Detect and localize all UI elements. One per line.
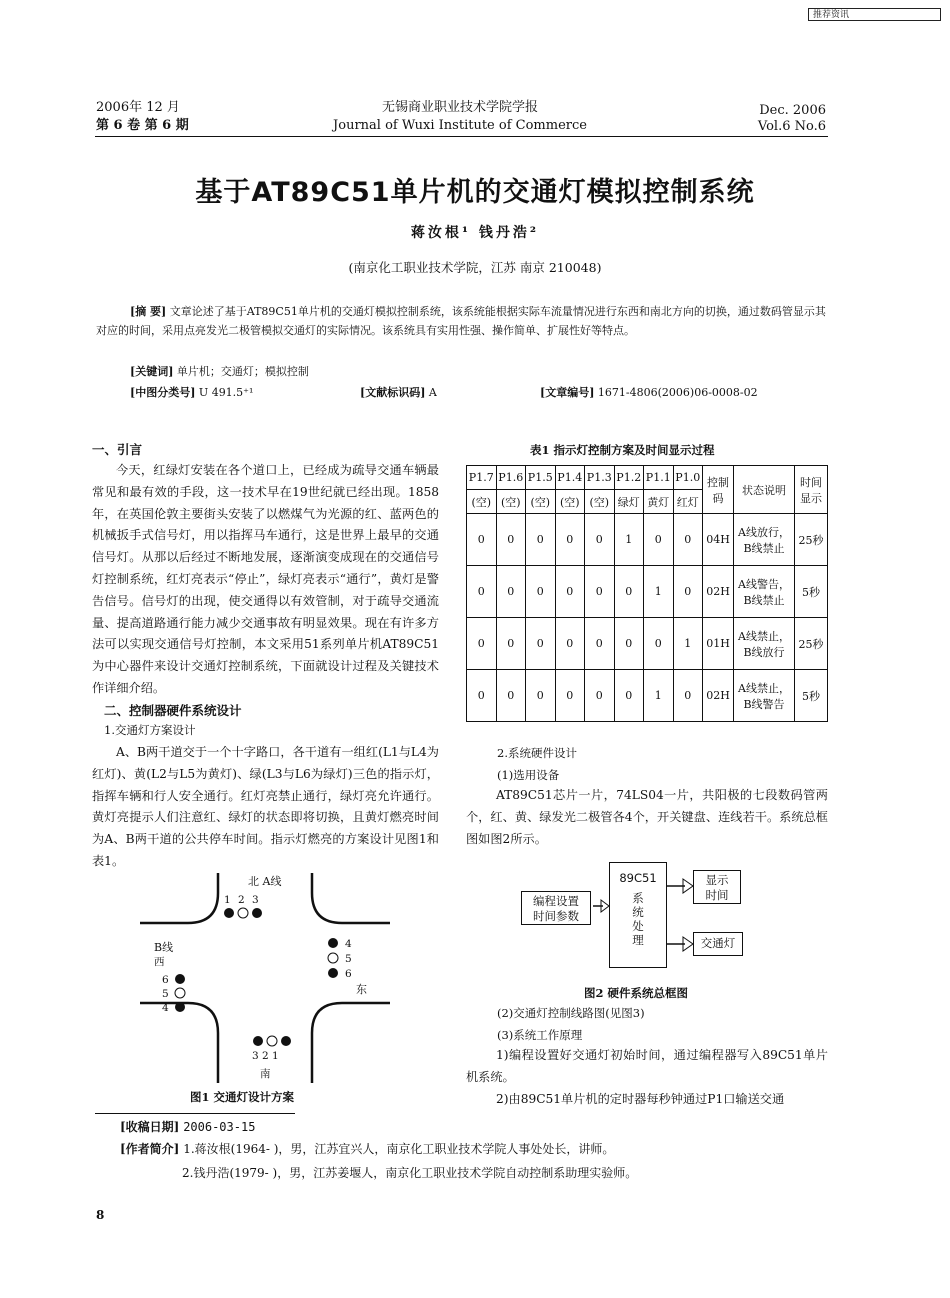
col-time: 时间显示 [795,466,828,514]
abstract-label: [摘 要] [130,305,167,318]
table-row [467,670,828,722]
article-value: 1671-4806(2006)06-0008-02 [597,386,758,399]
fig1-east-label: 东 [356,983,367,996]
sub-p11: 黄灯 [644,490,674,514]
fig1-east-num-4: 4 [345,938,352,950]
cell: 0 [526,514,556,566]
corner-label: 推荐资讯 [808,8,941,21]
fig2-display-box: 显示 时间 [693,870,741,904]
cell: 0 [467,514,497,566]
col-p10: P1.0 [673,466,703,490]
light-n-2 [238,908,248,918]
cell: 02H [703,670,734,722]
cell: 0 [496,514,526,566]
circuit-heading: (2)交通灯控制线路图(见图3) [497,1006,645,1020]
sub-p13: (空) [585,490,615,514]
cell: 1 [673,618,703,670]
sub-p12: 绿灯 [614,490,644,514]
fig1-east-num-5: 5 [345,953,352,965]
cell: 0 [585,670,615,722]
author-info-2: 2.钱丹浩(1979- )，男，江苏姜堰人，南京化工职业技术学院自动控制系助理实验师。 [182,1166,638,1180]
road-corner-ne [312,873,390,923]
fig1-east-numbers [345,937,352,982]
page-number: 8 [96,1208,105,1222]
header-rule [95,136,828,137]
clc-value: U 491.5⁺¹ [198,386,254,399]
journal-name-en: Journal of Wuxi Institute of Commerce [333,118,587,133]
figure-2-caption: 图2 硬件系统总框图 [584,986,689,1000]
fig1-south-numbers: 3 2 1 [252,1050,279,1062]
fig1-west-char: 西 [154,956,165,968]
col-p17: P1.7 [467,466,497,490]
fig1-east-num-6: 6 [345,968,352,980]
header-volume-cn: 第 6 卷 第 6 期 [96,118,189,133]
doc-label: [文献标识码] [360,386,426,399]
col-p13: P1.3 [585,466,615,490]
abstract-text: 文章论述了基于AT89C51单片机的交通灯模拟控制系统，该系统能根据实际车流量情况进行东西和南北方向的切换，通过数码管显示其对应的时间，采用点亮发光二极管模拟交通灯的实际情况。该系统具有实用性强、操作简单、扩展性好等特点。 [96,305,826,337]
fig2-mcu-title: 89C51 [619,871,657,885]
scheme-paragraph: A、B两干道交于一个十字路口，各干道有一组红(L1与L4为红灯)、黄(L2与L5为黄灯)、绿(L3与L6为绿灯)三色的指示灯，指挥车辆和行人安全通行。红灯亮禁止通行，绿灯亮允许通行。黄灯亮提示人们注意红、绿灯的状态即将切换，且黄灯燃亮时间为A、B两干道的公共停车时间。指示灯燃亮的方案设计见图1和表1。 [92,745,439,868]
col-p14: P1.4 [555,466,585,490]
journal-name-cn: 无锡商业职业技术学院学报 [381,100,538,115]
light-w-5 [175,988,185,998]
footnote-rule [95,1113,295,1114]
cell: 0 [555,566,585,618]
cell: 0 [585,566,615,618]
cell: 5秒 [795,670,828,722]
cell: 0 [673,670,703,722]
cell: 5秒 [795,566,828,618]
road-corner-sw [140,1003,218,1083]
light-s-2 [267,1036,277,1046]
cell: 0 [467,618,497,670]
cell: 1 [614,514,644,566]
cell: 0 [496,566,526,618]
fig2-lights-box: 交通灯 [693,932,743,956]
cell: 25秒 [795,618,828,670]
header-date-cn: 2006年 12 月 [96,100,180,115]
equipment-heading: (1)选用设备 [497,768,560,782]
keywords [130,362,309,381]
cell: 0 [585,618,615,670]
sub-p10: 红灯 [673,490,703,514]
cell: 0 [673,514,703,566]
doc-value: A [428,386,437,399]
cell: 0 [614,618,644,670]
cell: 0 [614,670,644,722]
cell: 0 [496,618,526,670]
cell: 0 [585,514,615,566]
paper-title: 基于AT89C51单片机的交通灯模拟控制系统 [195,177,755,208]
cell: 0 [644,514,674,566]
received-value: 2006-03-15 [183,1120,256,1134]
section-hardware-heading: 二、控制器硬件系统设计 [104,703,242,718]
article-number [540,383,758,402]
intro-paragraph: 今天，红绿灯安装在各个道口上，已经成为疏导交通车辆最常见和最有效的手段，这一技术早在19世纪就已经出现。1858年，在英国伦敦主要街头安装了以燃煤气为光源的红、蓝两色的机械扳手式信号灯，用以指挥马车通行，这是世界上最早的交通信号灯。从那以后经过不断地发展，逐渐演变成现在的交通信号灯控制系统，红灯亮表示“停止”，绿灯亮表示“通行”，黄灯是警告信号。信号灯的出现，使交通得以有效管制，对于疏导交通流量、提高道路通行能力减少交通事故有明显效果。现在有许多方法可以实现交通信号灯控制，本文采用51系列单片机AT89C51为中心器件来设计交通灯控制系统，下面就设计过程及关键技术作详细介绍。 [92,463,439,695]
light-n-1 [224,908,234,918]
table-row [467,514,828,566]
cell: A线禁止，B线警告 [734,670,795,722]
table-row [467,566,828,618]
table-header-row [467,466,828,490]
cell: 0 [673,566,703,618]
light-e-4 [328,938,338,948]
cell: 0 [644,618,674,670]
table-1-caption: 表1 指示灯控制方案及时间显示过程 [530,443,715,457]
col-p12: P1.2 [614,466,644,490]
subsection-scheme-heading: 1.交通灯方案设计 [104,723,196,737]
cell: 0 [555,670,585,722]
cell: 25秒 [795,514,828,566]
light-w-6 [175,974,185,984]
principle-heading: (3)系统工作原理 [497,1028,583,1042]
cell: A线放行，B线禁止 [734,514,795,566]
sub-p16: (空) [496,490,526,514]
doc-code [360,383,437,402]
header-volume-en: Vol.6 No.6 [757,119,826,134]
clc-number [130,383,253,402]
cell: A线禁止，B线放行 [734,618,795,670]
cell: 01H [703,618,734,670]
sub-p15: (空) [526,490,556,514]
section-intro-heading: 一、引言 [92,442,143,457]
author-info-1 [120,1140,614,1157]
col-p11: P1.1 [644,466,674,490]
cell: 0 [526,670,556,722]
road-corner-se [312,1003,390,1083]
fig1-west-label: B线 [154,941,174,954]
road-corner-nw [140,873,218,923]
light-e-6 [328,968,338,978]
cell: 1 [644,566,674,618]
subsection-hardware-heading: 2.系统硬件设计 [497,746,577,760]
fig1-south-label: 南 [260,1068,271,1080]
fig2-input-box: 编程设置 时间参数 [521,891,591,925]
table-row [467,618,828,670]
article-label: [文章编号] [540,386,595,399]
cell: 04H [703,514,734,566]
cell: 0 [496,670,526,722]
sub-p17: (空) [467,490,497,514]
light-s-3 [253,1036,263,1046]
light-s-1 [281,1036,291,1046]
author-info-1-text: 1.蒋汝根(1964- )，男，江苏宜兴人，南京化工职业技术学院人事处处长，讲师。 [183,1142,615,1156]
col-status: 状态说明 [734,466,795,514]
fig1-north-numbers: 1 2 3 [224,894,261,906]
light-n-3 [252,908,262,918]
fig1-west-numbers [162,973,169,1015]
principle-step-2: 2)由89C51单片机的定时器每秒钟通过P1口输送交通 [496,1092,785,1106]
author-info-label: [作者简介] [120,1142,180,1156]
keywords-label: [关键词] [130,365,174,378]
cell: 0 [555,514,585,566]
clc-label: [中图分类号] [130,386,196,399]
cell: 0 [467,566,497,618]
authors: 蒋汝根¹ 钱丹浩² [410,225,540,241]
cell: 0 [526,618,556,670]
col-p16: P1.6 [496,466,526,490]
col-control-code: 控制码 [703,466,734,514]
received-date [120,1118,255,1135]
cell: 0 [555,618,585,670]
fig1-west-num-4: 4 [162,1002,169,1014]
col-p15: P1.5 [526,466,556,490]
header-date-en: Dec. 2006 [759,103,826,118]
affiliation: (南京化工职业技术学院，江苏 南京 210048) [348,260,602,275]
principle-step-1: 1)编程设置好交通灯初始时间，通过编程器写入89C51单片机系统。 [466,1048,828,1084]
fig1-west-num-6: 6 [162,974,169,986]
received-label: [收稿日期] [120,1120,180,1134]
cell: 1 [644,670,674,722]
sub-p14: (空) [555,490,585,514]
light-w-4 [175,1002,185,1012]
figure-1-caption: 图1 交通灯设计方案 [190,1090,295,1104]
table-1 [466,465,828,722]
cell: 0 [526,566,556,618]
cell: 0 [467,670,497,722]
cell: A线警告，B线禁止 [734,566,795,618]
fig1-west-num-5: 5 [162,988,169,1000]
fig1-north-label: 北 A线 [248,875,282,888]
light-e-5 [328,953,338,963]
cell: 0 [614,566,644,618]
keywords-text: 单片机；交通灯；模拟控制 [176,365,309,378]
abstract [96,302,826,340]
cell: 02H [703,566,734,618]
fig2-mcu-text: 系 统 处 理 [632,891,644,947]
fig2-mcu-box [609,862,667,968]
equipment-paragraph: AT89C51芯片一片，74LS04一片，共阳极的七段数码管两个，红、黄、绿发光二极管各4个，开关键盘、连线若干。系统总框图如图2所示。 [466,788,828,846]
